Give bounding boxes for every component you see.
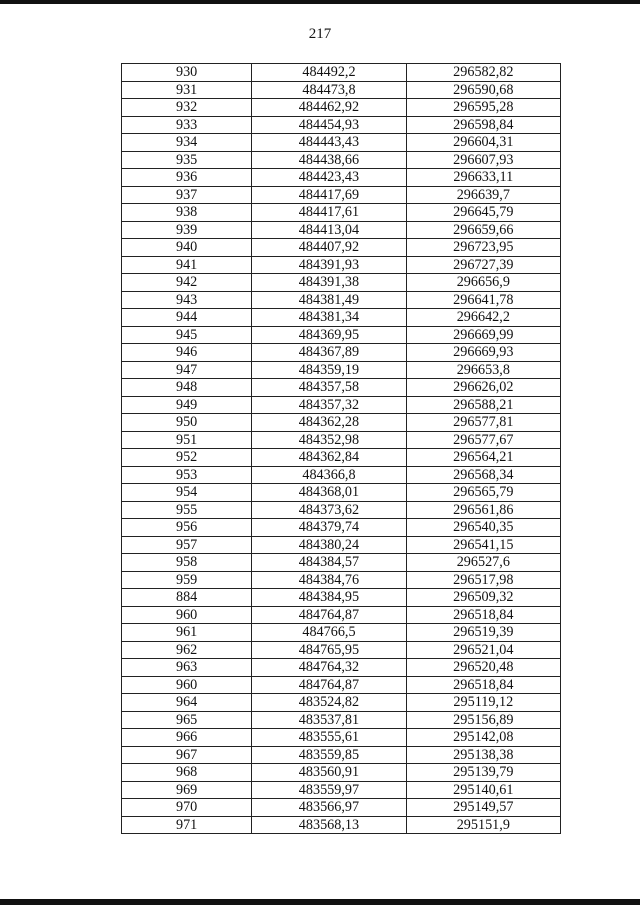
table-row: [122, 186, 561, 204]
table-row: [122, 169, 561, 187]
x-coordinate-cell: 483566,97: [252, 799, 406, 817]
table-row: [122, 466, 561, 484]
table-row: [122, 204, 561, 222]
y-coordinate-cell: 296518,84: [406, 606, 560, 624]
table-row: [122, 326, 561, 344]
y-coordinate-cell: 295156,89: [406, 711, 560, 729]
point-number-cell: 964: [122, 694, 252, 712]
x-coordinate-cell: 484381,49: [252, 291, 406, 309]
table-row: [122, 64, 561, 82]
x-coordinate-cell: 484413,04: [252, 221, 406, 239]
point-number-cell: 953: [122, 466, 252, 484]
point-number-cell: 947: [122, 361, 252, 379]
table-row: [122, 151, 561, 169]
x-coordinate-cell: 484764,87: [252, 676, 406, 694]
x-coordinate-cell: 484454,93: [252, 116, 406, 134]
x-coordinate-cell: 484473,8: [252, 81, 406, 99]
x-coordinate-cell: 484764,87: [252, 606, 406, 624]
y-coordinate-cell: 296521,04: [406, 641, 560, 659]
point-number-cell: 931: [122, 81, 252, 99]
table-row: [122, 519, 561, 537]
y-coordinate-cell: 295140,61: [406, 781, 560, 799]
y-coordinate-cell: 295149,57: [406, 799, 560, 817]
y-coordinate-cell: 296564,21: [406, 449, 560, 467]
point-number-cell: 884: [122, 589, 252, 607]
y-coordinate-cell: 296653,8: [406, 361, 560, 379]
y-coordinate-cell: 296540,35: [406, 519, 560, 537]
x-coordinate-cell: 484384,95: [252, 589, 406, 607]
x-coordinate-cell: 484492,2: [252, 64, 406, 82]
table-row: [122, 729, 561, 747]
table-row: [122, 116, 561, 134]
y-coordinate-cell: 296633,11: [406, 169, 560, 187]
y-coordinate-cell: 296669,99: [406, 326, 560, 344]
y-coordinate-cell: 296577,67: [406, 431, 560, 449]
y-coordinate-cell: 295139,79: [406, 764, 560, 782]
point-number-cell: 971: [122, 816, 252, 834]
x-coordinate-cell: 484352,98: [252, 431, 406, 449]
y-coordinate-cell: 296590,68: [406, 81, 560, 99]
coordinates-table-body: [122, 64, 561, 834]
x-coordinate-cell: 483524,82: [252, 694, 406, 712]
point-number-cell: 948: [122, 379, 252, 397]
table-row: [122, 431, 561, 449]
table-row: [122, 711, 561, 729]
y-coordinate-cell: 296645,79: [406, 204, 560, 222]
x-coordinate-cell: 484362,28: [252, 414, 406, 432]
x-coordinate-cell: 484391,38: [252, 274, 406, 292]
bottom-border-rule: [0, 899, 640, 905]
point-number-cell: 940: [122, 239, 252, 257]
y-coordinate-cell: 296659,66: [406, 221, 560, 239]
point-number-cell: 968: [122, 764, 252, 782]
point-number-cell: 936: [122, 169, 252, 187]
table-row: [122, 291, 561, 309]
table-row: [122, 641, 561, 659]
point-number-cell: 955: [122, 501, 252, 519]
table-row: [122, 589, 561, 607]
y-coordinate-cell: 296642,2: [406, 309, 560, 327]
x-coordinate-cell: 483568,13: [252, 816, 406, 834]
x-coordinate-cell: 484443,43: [252, 134, 406, 152]
y-coordinate-cell: 296604,31: [406, 134, 560, 152]
y-coordinate-cell: 296626,02: [406, 379, 560, 397]
table-row: [122, 379, 561, 397]
y-coordinate-cell: 296561,86: [406, 501, 560, 519]
x-coordinate-cell: 483537,81: [252, 711, 406, 729]
y-coordinate-cell: 296588,21: [406, 396, 560, 414]
point-number-cell: 958: [122, 554, 252, 572]
y-coordinate-cell: 296641,78: [406, 291, 560, 309]
table-row: [122, 781, 561, 799]
table-row: [122, 764, 561, 782]
x-coordinate-cell: 484373,62: [252, 501, 406, 519]
y-coordinate-cell: 296519,39: [406, 624, 560, 642]
point-number-cell: 951: [122, 431, 252, 449]
x-coordinate-cell: 483559,85: [252, 746, 406, 764]
x-coordinate-cell: 483555,61: [252, 729, 406, 747]
point-number-cell: 935: [122, 151, 252, 169]
point-number-cell: 930: [122, 64, 252, 82]
y-coordinate-cell: 295119,12: [406, 694, 560, 712]
table-row: [122, 606, 561, 624]
y-coordinate-cell: 296656,9: [406, 274, 560, 292]
table-row: [122, 99, 561, 117]
x-coordinate-cell: 484438,66: [252, 151, 406, 169]
y-coordinate-cell: 296541,15: [406, 536, 560, 554]
point-number-cell: 959: [122, 571, 252, 589]
table-row: [122, 221, 561, 239]
x-coordinate-cell: 483560,91: [252, 764, 406, 782]
x-coordinate-cell: 484366,8: [252, 466, 406, 484]
y-coordinate-cell: 296518,84: [406, 676, 560, 694]
x-coordinate-cell: 484462,92: [252, 99, 406, 117]
x-coordinate-cell: 484380,24: [252, 536, 406, 554]
y-coordinate-cell: 296723,95: [406, 239, 560, 257]
point-number-cell: 949: [122, 396, 252, 414]
table-row: [122, 676, 561, 694]
table-row: [122, 571, 561, 589]
table-row: [122, 659, 561, 677]
table-row: [122, 799, 561, 817]
x-coordinate-cell: 484362,84: [252, 449, 406, 467]
x-coordinate-cell: 484384,57: [252, 554, 406, 572]
table-row: [122, 134, 561, 152]
y-coordinate-cell: 296509,32: [406, 589, 560, 607]
x-coordinate-cell: 484357,32: [252, 396, 406, 414]
table-row: [122, 624, 561, 642]
page-number: 217: [308, 26, 332, 42]
table-row: [122, 309, 561, 327]
x-coordinate-cell: 484765,95: [252, 641, 406, 659]
table-row: [122, 501, 561, 519]
x-coordinate-cell: 484384,76: [252, 571, 406, 589]
table-row: [122, 81, 561, 99]
table-row: [122, 554, 561, 572]
y-coordinate-cell: 296527,6: [406, 554, 560, 572]
point-number-cell: 944: [122, 309, 252, 327]
point-number-cell: 946: [122, 344, 252, 362]
point-number-cell: 957: [122, 536, 252, 554]
x-coordinate-cell: 483559,97: [252, 781, 406, 799]
point-number-cell: 933: [122, 116, 252, 134]
table-row: [122, 449, 561, 467]
y-coordinate-cell: 295151,9: [406, 816, 560, 834]
y-coordinate-cell: 296565,79: [406, 484, 560, 502]
table-row: [122, 344, 561, 362]
point-number-cell: 945: [122, 326, 252, 344]
point-number-cell: 967: [122, 746, 252, 764]
table-row: [122, 414, 561, 432]
y-coordinate-cell: 296595,28: [406, 99, 560, 117]
table-row: [122, 816, 561, 834]
top-border-rule: [0, 0, 640, 4]
x-coordinate-cell: 484417,61: [252, 204, 406, 222]
point-number-cell: 956: [122, 519, 252, 537]
table-row: [122, 396, 561, 414]
table-row: [122, 536, 561, 554]
y-coordinate-cell: 296639,7: [406, 186, 560, 204]
point-number-cell: 966: [122, 729, 252, 747]
x-coordinate-cell: 484407,92: [252, 239, 406, 257]
point-number-cell: 962: [122, 641, 252, 659]
point-number-cell: 937: [122, 186, 252, 204]
point-number-cell: 934: [122, 134, 252, 152]
x-coordinate-cell: 484423,43: [252, 169, 406, 187]
x-coordinate-cell: 484391,93: [252, 256, 406, 274]
point-number-cell: 954: [122, 484, 252, 502]
table-row: [122, 239, 561, 257]
point-number-cell: 950: [122, 414, 252, 432]
y-coordinate-cell: 296607,93: [406, 151, 560, 169]
point-number-cell: 942: [122, 274, 252, 292]
y-coordinate-cell: 296577,81: [406, 414, 560, 432]
x-coordinate-cell: 484369,95: [252, 326, 406, 344]
point-number-cell: 938: [122, 204, 252, 222]
point-number-cell: 939: [122, 221, 252, 239]
y-coordinate-cell: 296568,34: [406, 466, 560, 484]
point-number-cell: 963: [122, 659, 252, 677]
point-number-cell: 952: [122, 449, 252, 467]
x-coordinate-cell: 484379,74: [252, 519, 406, 537]
table-row: [122, 746, 561, 764]
point-number-cell: 965: [122, 711, 252, 729]
table-row: [122, 361, 561, 379]
table-row: [122, 256, 561, 274]
table-row: [122, 484, 561, 502]
y-coordinate-cell: 296582,82: [406, 64, 560, 82]
point-number-cell: 960: [122, 606, 252, 624]
x-coordinate-cell: 484417,69: [252, 186, 406, 204]
y-coordinate-cell: 295142,08: [406, 729, 560, 747]
table-row: [122, 694, 561, 712]
point-number-cell: 941: [122, 256, 252, 274]
x-coordinate-cell: 484381,34: [252, 309, 406, 327]
y-coordinate-cell: 296669,93: [406, 344, 560, 362]
point-number-cell: 970: [122, 799, 252, 817]
point-number-cell: 932: [122, 99, 252, 117]
point-number-cell: 960: [122, 676, 252, 694]
point-number-cell: 943: [122, 291, 252, 309]
y-coordinate-cell: 296517,98: [406, 571, 560, 589]
coordinates-table: [121, 63, 561, 834]
x-coordinate-cell: 484357,58: [252, 379, 406, 397]
y-coordinate-cell: 295138,38: [406, 746, 560, 764]
x-coordinate-cell: 484764,32: [252, 659, 406, 677]
y-coordinate-cell: 296598,84: [406, 116, 560, 134]
y-coordinate-cell: 296727,39: [406, 256, 560, 274]
x-coordinate-cell: 484359,19: [252, 361, 406, 379]
x-coordinate-cell: 484367,89: [252, 344, 406, 362]
point-number-cell: 961: [122, 624, 252, 642]
y-coordinate-cell: 296520,48: [406, 659, 560, 677]
point-number-cell: 969: [122, 781, 252, 799]
x-coordinate-cell: 484368,01: [252, 484, 406, 502]
x-coordinate-cell: 484766,5: [252, 624, 406, 642]
table-row: [122, 274, 561, 292]
